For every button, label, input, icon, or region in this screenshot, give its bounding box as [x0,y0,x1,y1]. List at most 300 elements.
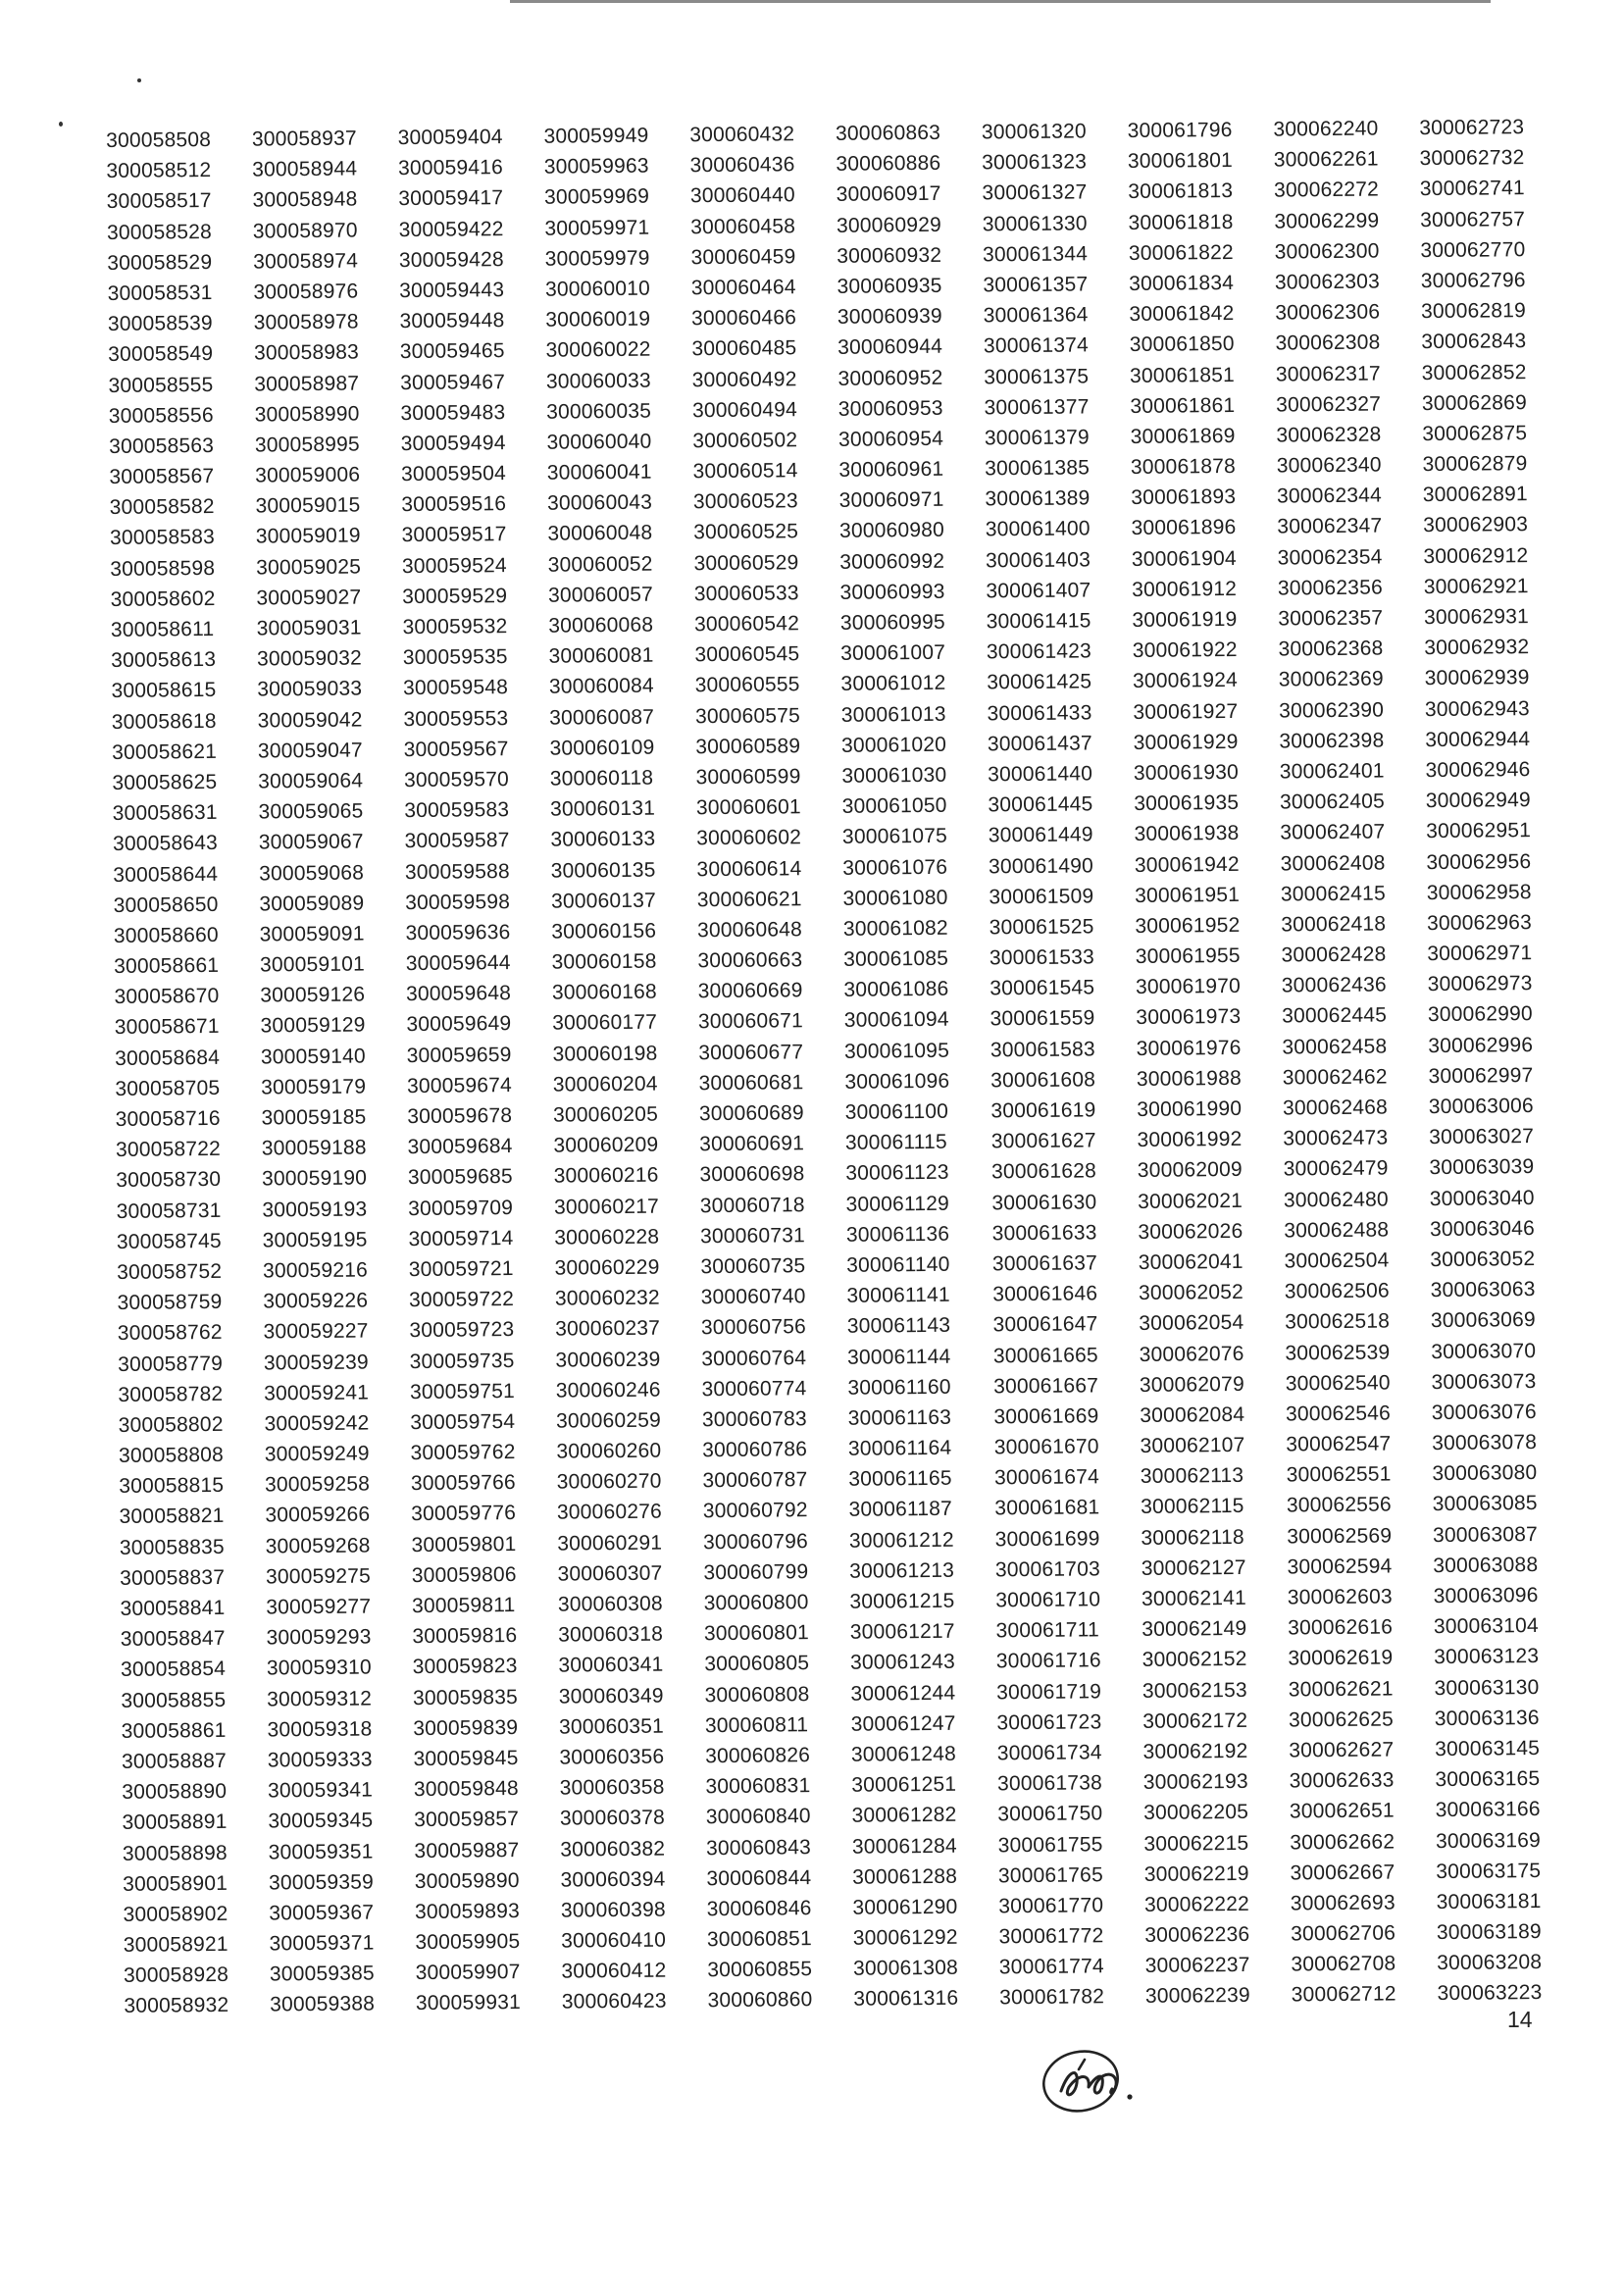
roll-number: 300060229 [554,1255,660,1280]
roll-number: 300061364 [983,303,1089,328]
roll-number: 300060691 [699,1132,805,1156]
roll-number: 300060648 [696,918,803,943]
roll-number: 300061389 [985,486,1091,511]
roll-number: 300061144 [846,1345,951,1369]
roll-number: 300063181 [1436,1889,1542,1913]
roll-number: 300062462 [1282,1065,1388,1090]
roll-number: 300063080 [1432,1461,1538,1486]
roll-number: 300063123 [1434,1645,1540,1669]
roll-number: 300061357 [983,273,1089,297]
roll-number: 300061992 [1137,1128,1243,1152]
number-column [1128,115,1292,2013]
roll-number: 300061095 [843,1039,950,1063]
roll-number: 300058512 [106,159,212,183]
roll-number: 300060542 [693,612,800,637]
roll-number: 300059388 [270,1992,376,2016]
roll-number: 300058583 [109,526,216,550]
roll-number: 300061086 [843,978,949,1002]
roll-number: 300062219 [1143,1861,1249,1886]
roll-number: 300062506 [1284,1279,1390,1303]
roll-number: 300061559 [990,1006,1095,1031]
roll-number: 300062819 [1420,299,1527,324]
roll-number: 300062556 [1286,1493,1392,1517]
roll-number: 300058983 [253,340,360,365]
roll-number: 300059517 [401,523,507,547]
roll-number: 300059598 [405,890,511,914]
roll-number: 300060135 [550,858,656,883]
roll-number: 300059033 [257,677,363,701]
roll-number: 300060801 [703,1621,810,1646]
roll-number: 300058722 [115,1138,222,1162]
roll-number: 300061076 [842,855,948,880]
roll-number: 300058611 [110,617,215,641]
roll-number: 300060774 [701,1376,807,1401]
roll-number: 300059636 [405,920,511,944]
roll-number: 300059293 [266,1625,372,1650]
roll-number: 300059979 [544,246,650,271]
roll-number: 300060168 [551,980,657,1004]
roll-number: 300058891 [122,1810,228,1835]
roll-number: 300059806 [411,1562,517,1587]
roll-number: 300059567 [403,737,509,761]
roll-number: 300059241 [264,1381,370,1405]
roll-number: 300058932 [124,1994,229,2018]
roll-number: 300062932 [1424,636,1530,660]
roll-number: 300062239 [1144,1984,1250,2009]
roll-number: 300060010 [544,277,651,301]
roll-number: 300062205 [1143,1801,1249,1825]
roll-number: 300058650 [113,892,219,917]
roll-number: 300063166 [1435,1798,1541,1822]
roll-number: 300062344 [1276,484,1383,508]
roll-number: 300060228 [554,1225,660,1249]
roll-number: 300062347 [1277,514,1383,538]
roll-number: 300059239 [263,1350,369,1375]
roll-number: 300062113 [1140,1464,1244,1489]
roll-number: 300059504 [400,462,507,486]
roll-number: 300062407 [1280,820,1386,844]
roll-number: 300061988 [1136,1066,1243,1091]
roll-number: 300059907 [415,1961,521,1985]
roll-number: 300060351 [558,1714,665,1739]
roll-number: 300059006 [255,463,361,487]
roll-number: 300062547 [1286,1432,1392,1456]
roll-number: 300062951 [1426,819,1532,843]
roll-number: 300063078 [1432,1431,1538,1455]
roll-number: 300060533 [693,582,799,606]
roll-number: 300060929 [836,213,942,237]
roll-number: 300059722 [408,1288,515,1312]
roll-number: 300060131 [549,796,656,821]
roll-number: 300059067 [258,830,364,854]
roll-number: 300059032 [256,646,363,671]
roll-number: 300060382 [560,1837,666,1861]
roll-number: 300058745 [116,1229,222,1253]
roll-number: 300059678 [407,1104,513,1129]
roll-number: 300060787 [702,1468,808,1493]
roll-number: 300061012 [840,672,946,696]
roll-number: 300061375 [984,364,1090,388]
roll-number: 300060394 [560,1867,666,1892]
roll-number: 300063104 [1433,1614,1539,1639]
roll-number: 300062436 [1281,973,1387,997]
roll-number: 300058618 [111,709,217,734]
roll-number: 300058782 [118,1382,224,1406]
roll-number: 300058847 [120,1627,226,1652]
roll-number: 300061085 [843,946,949,971]
roll-number: 300058887 [121,1749,228,1773]
roll-number: 300062723 [1419,116,1525,140]
roll-number: 300060308 [557,1592,663,1616]
roll-number: 300059845 [413,1746,519,1771]
roll-number: 300062770 [1420,237,1526,262]
roll-number: 300063027 [1429,1125,1535,1149]
roll-number: 300063039 [1429,1155,1535,1180]
roll-number: 300058529 [107,250,213,275]
roll-number: 300062009 [1137,1158,1243,1183]
roll-number: 300062418 [1281,912,1387,937]
roll-number: 300059709 [408,1196,514,1220]
roll-number: 300063073 [1431,1369,1537,1394]
roll-number: 300060081 [548,643,654,668]
roll-number: 300059751 [409,1379,516,1403]
roll-number: 300058752 [117,1259,223,1284]
roll-number: 300061080 [842,886,948,910]
roll-number: 300061637 [991,1251,1098,1276]
roll-number: 300061344 [982,242,1089,267]
roll-number: 300062616 [1288,1615,1394,1640]
roll-number: 300060276 [556,1501,663,1525]
roll-number: 300059648 [406,982,512,1006]
roll-number: 300062458 [1282,1035,1388,1059]
roll-number: 300061050 [841,793,947,818]
roll-number: 300062757 [1420,207,1526,231]
roll-number: 300061140 [846,1252,950,1277]
roll-number: 300059887 [414,1838,520,1862]
roll-number: 300058671 [114,1015,220,1040]
roll-number: 300060118 [549,766,654,790]
roll-number: 300061308 [852,1956,959,1981]
roll-number: 300058990 [254,402,360,427]
roll-number: 300060022 [545,337,651,363]
roll-number: 300059242 [264,1411,370,1436]
roll-number: 300059762 [410,1441,516,1465]
roll-number: 300061938 [1134,822,1240,846]
roll-number: 300058644 [113,862,219,887]
roll-number: 300059312 [267,1687,373,1711]
roll-number: 300059129 [260,1013,366,1038]
roll-number: 300060318 [558,1622,664,1647]
roll-number: 300059685 [407,1165,513,1190]
roll-number: 300059266 [265,1503,371,1527]
roll-number: 300058808 [118,1443,225,1467]
roll-number: 300062468 [1282,1096,1389,1120]
roll-number: 300060545 [694,642,800,667]
roll-number: 300062398 [1279,729,1385,753]
roll-number: 300058976 [253,280,359,304]
roll-number: 300061904 [1131,546,1237,571]
roll-number: 300060681 [698,1071,804,1096]
roll-number: 300060209 [553,1133,659,1157]
roll-number: 300058901 [123,1871,228,1896]
roll-number: 300058684 [115,1045,221,1070]
roll-number: 300062445 [1282,1003,1388,1028]
roll-number: 300060826 [705,1744,811,1768]
roll-number: 300062193 [1142,1770,1248,1795]
roll-number: 300061935 [1134,791,1240,816]
roll-number: 300062973 [1427,972,1533,996]
roll-number: 300058705 [115,1076,221,1100]
roll-number: 300060156 [551,919,657,943]
roll-number: 300062518 [1285,1309,1391,1334]
roll-number: 300058556 [108,403,214,428]
roll-number: 300061165 [848,1467,952,1492]
roll-number: 300058716 [115,1106,221,1131]
roll-number: 300060783 [701,1407,807,1432]
roll-number: 300061136 [845,1222,950,1247]
roll-number: 300061284 [851,1834,957,1859]
roll-number: 300060410 [561,1928,667,1953]
roll-number: 300061248 [850,1742,957,1766]
roll-number: 300059823 [412,1655,518,1679]
roll-number: 300060575 [694,703,801,728]
roll-number: 300062706 [1291,1921,1396,1946]
roll-number: 300062240 [1273,117,1379,141]
roll-number: 300059570 [403,768,510,792]
roll-number: 300063052 [1430,1248,1536,1272]
roll-number: 300062356 [1277,576,1384,600]
roll-number: 300061955 [1135,943,1241,969]
roll-number: 300061160 [847,1375,951,1400]
roll-number: 300063189 [1436,1920,1542,1945]
roll-number: 300061842 [1129,302,1235,327]
roll-number: 300061782 [999,1985,1105,2010]
roll-number: 300062327 [1276,392,1382,417]
roll-number: 300061976 [1136,1036,1242,1060]
roll-number: 300062539 [1285,1340,1391,1365]
roll-number: 300061379 [984,426,1090,450]
roll-number: 300059351 [268,1839,374,1863]
roll-number: 300060525 [693,520,799,544]
roll-number: 300061703 [994,1557,1101,1582]
roll-number-grid [106,112,1543,2018]
roll-number: 300058661 [114,953,220,979]
roll-number: 300060057 [547,583,654,607]
roll-number: 300061930 [1133,760,1240,785]
roll-number: 300062261 [1273,147,1379,172]
roll-number: 300061143 [846,1314,951,1339]
roll-number: 300059019 [255,524,361,548]
roll-number: 300060529 [693,550,799,575]
roll-number: 300058615 [111,679,217,703]
roll-number: 300061924 [1132,669,1239,693]
roll-number: 300061545 [990,976,1095,1000]
roll-number: 300060808 [704,1682,810,1707]
roll-number: 300062869 [1421,390,1527,415]
roll-number: 300060158 [551,949,657,974]
number-column [1419,112,1583,2010]
roll-number: 300059310 [266,1656,372,1680]
roll-number: 300059467 [400,370,506,394]
roll-number: 300061583 [990,1037,1095,1062]
roll-number: 300063145 [1435,1736,1541,1761]
roll-number: 300063175 [1436,1859,1542,1883]
roll-number: 300060831 [705,1774,811,1799]
roll-number: 300059448 [399,309,505,333]
roll-number: 300061813 [1128,179,1234,204]
roll-number: 300062408 [1280,851,1386,876]
roll-number: 300062153 [1142,1678,1247,1703]
number-column [252,123,416,2020]
roll-number: 300060043 [547,490,653,515]
roll-number: 300060980 [838,519,945,543]
roll-number: 300060436 [689,153,795,178]
roll-number: 300060799 [703,1560,809,1585]
roll-number: 300062215 [1143,1831,1249,1856]
roll-number: 300060792 [702,1499,808,1523]
roll-number: 300061020 [840,733,947,757]
roll-number: 300059483 [400,400,506,425]
roll-number: 300061681 [994,1496,1100,1520]
roll-number: 300058944 [252,157,358,181]
roll-number: 300061896 [1131,516,1237,540]
roll-number: 300059766 [410,1471,516,1496]
roll-number: 300059553 [403,706,509,731]
roll-number: 300060844 [706,1865,812,1890]
roll-number: 300058555 [108,373,214,397]
roll-number: 300061509 [989,885,1094,909]
roll-number: 300063069 [1430,1308,1536,1333]
roll-number: 300058970 [252,219,358,243]
roll-number: 300058631 [112,801,218,826]
roll-number: 300062732 [1419,146,1525,171]
roll-number: 300061330 [982,211,1088,235]
roll-number: 300059359 [268,1870,375,1895]
roll-number: 300060740 [700,1285,806,1309]
roll-number: 300058598 [110,556,216,581]
roll-number: 300061869 [1130,424,1236,448]
number-column [1273,113,1437,2011]
roll-number: 300061100 [844,1099,949,1124]
roll-number: 300060846 [706,1897,812,1921]
roll-number: 300061973 [1136,1005,1242,1030]
roll-number: 300062052 [1138,1281,1244,1305]
roll-number: 300059367 [269,1901,375,1925]
roll-number: 300061320 [981,120,1087,144]
roll-number: 300060731 [699,1223,806,1248]
roll-number: 300060041 [546,460,652,484]
roll-number: 300059333 [267,1748,373,1772]
roll-number: 300058948 [252,187,358,212]
roll-number: 300060663 [697,948,803,973]
roll-number: 300060052 [547,552,653,577]
roll-number: 300058621 [112,739,218,764]
roll-number: 300060412 [561,1959,667,1983]
roll-number: 300061774 [998,1955,1104,1979]
roll-number: 300059443 [399,279,505,303]
roll-number: 300058731 [116,1198,222,1223]
roll-number: 300061738 [996,1771,1103,1796]
roll-number: 300060855 [707,1958,813,1982]
roll-number: 300062621 [1288,1677,1394,1702]
roll-number: 300058539 [107,312,213,336]
roll-number: 300059091 [259,922,365,946]
roll-number: 300060048 [547,522,653,546]
roll-number: 300062368 [1278,637,1384,661]
roll-number: 300060270 [556,1469,662,1494]
roll-number: 300059532 [402,615,508,639]
roll-number: 300060217 [553,1195,660,1219]
roll-number: 300062912 [1423,543,1529,568]
roll-number: 300060040 [546,430,652,454]
roll-number: 300059583 [404,798,510,823]
roll-number: 300062963 [1426,910,1533,935]
roll-number: 300058625 [112,770,218,794]
roll-number: 300060735 [700,1254,806,1279]
roll-number: 300058898 [122,1841,228,1865]
roll-number: 300061801 [1127,149,1234,174]
roll-number: 300059101 [259,952,366,977]
roll-number: 300062949 [1425,789,1531,813]
roll-number: 300061970 [1135,975,1242,999]
roll-number: 300061750 [997,1802,1103,1826]
roll-number: 300062415 [1280,882,1386,906]
roll-number: 300059195 [262,1228,368,1252]
roll-number: 300061619 [990,1098,1096,1123]
roll-number: 300060932 [837,243,942,268]
roll-number: 300059684 [407,1135,513,1159]
roll-number: 300062879 [1422,452,1528,477]
roll-number: 300062546 [1285,1402,1392,1426]
roll-number: 300059644 [405,951,511,976]
roll-number: 300059494 [400,431,506,456]
roll-number: 300060805 [704,1652,810,1676]
roll-number: 300062944 [1425,727,1531,751]
roll-number: 300062708 [1291,1952,1396,1976]
roll-number: 300061627 [990,1129,1096,1153]
roll-number: 300058861 [121,1718,227,1743]
roll-number: 300059649 [406,1012,512,1037]
roll-number: 300062222 [1143,1892,1250,1916]
roll-number: 300062651 [1289,1799,1395,1823]
roll-number: 300062627 [1289,1738,1395,1762]
roll-number: 300060216 [553,1164,659,1189]
roll-number: 300062662 [1290,1829,1396,1854]
roll-number: 300062405 [1279,790,1386,814]
roll-number: 300061243 [849,1651,956,1675]
roll-number: 300061716 [995,1649,1101,1673]
roll-number: 300059428 [398,247,504,272]
roll-number: 300062118 [1141,1525,1244,1550]
roll-number: 300063006 [1428,1095,1534,1119]
roll-number: 300058815 [119,1474,225,1499]
roll-number: 300062569 [1287,1524,1393,1549]
roll-number: 300059931 [415,1991,522,2015]
roll-number: 300061316 [853,1987,959,2012]
roll-number: 300063076 [1431,1400,1537,1424]
roll-number: 300062127 [1141,1555,1246,1580]
roll-number: 300059126 [260,983,366,1007]
roll-number: 300062619 [1288,1646,1394,1670]
roll-number: 300061425 [987,670,1092,694]
roll-number: 300061723 [996,1710,1102,1735]
roll-number: 300059226 [263,1289,369,1313]
roll-number: 300058567 [109,465,215,489]
roll-number: 300061667 [993,1374,1099,1399]
roll-number: 300062712 [1291,1982,1396,2007]
roll-number: 300059674 [406,1073,513,1097]
roll-number: 300062390 [1279,698,1385,723]
